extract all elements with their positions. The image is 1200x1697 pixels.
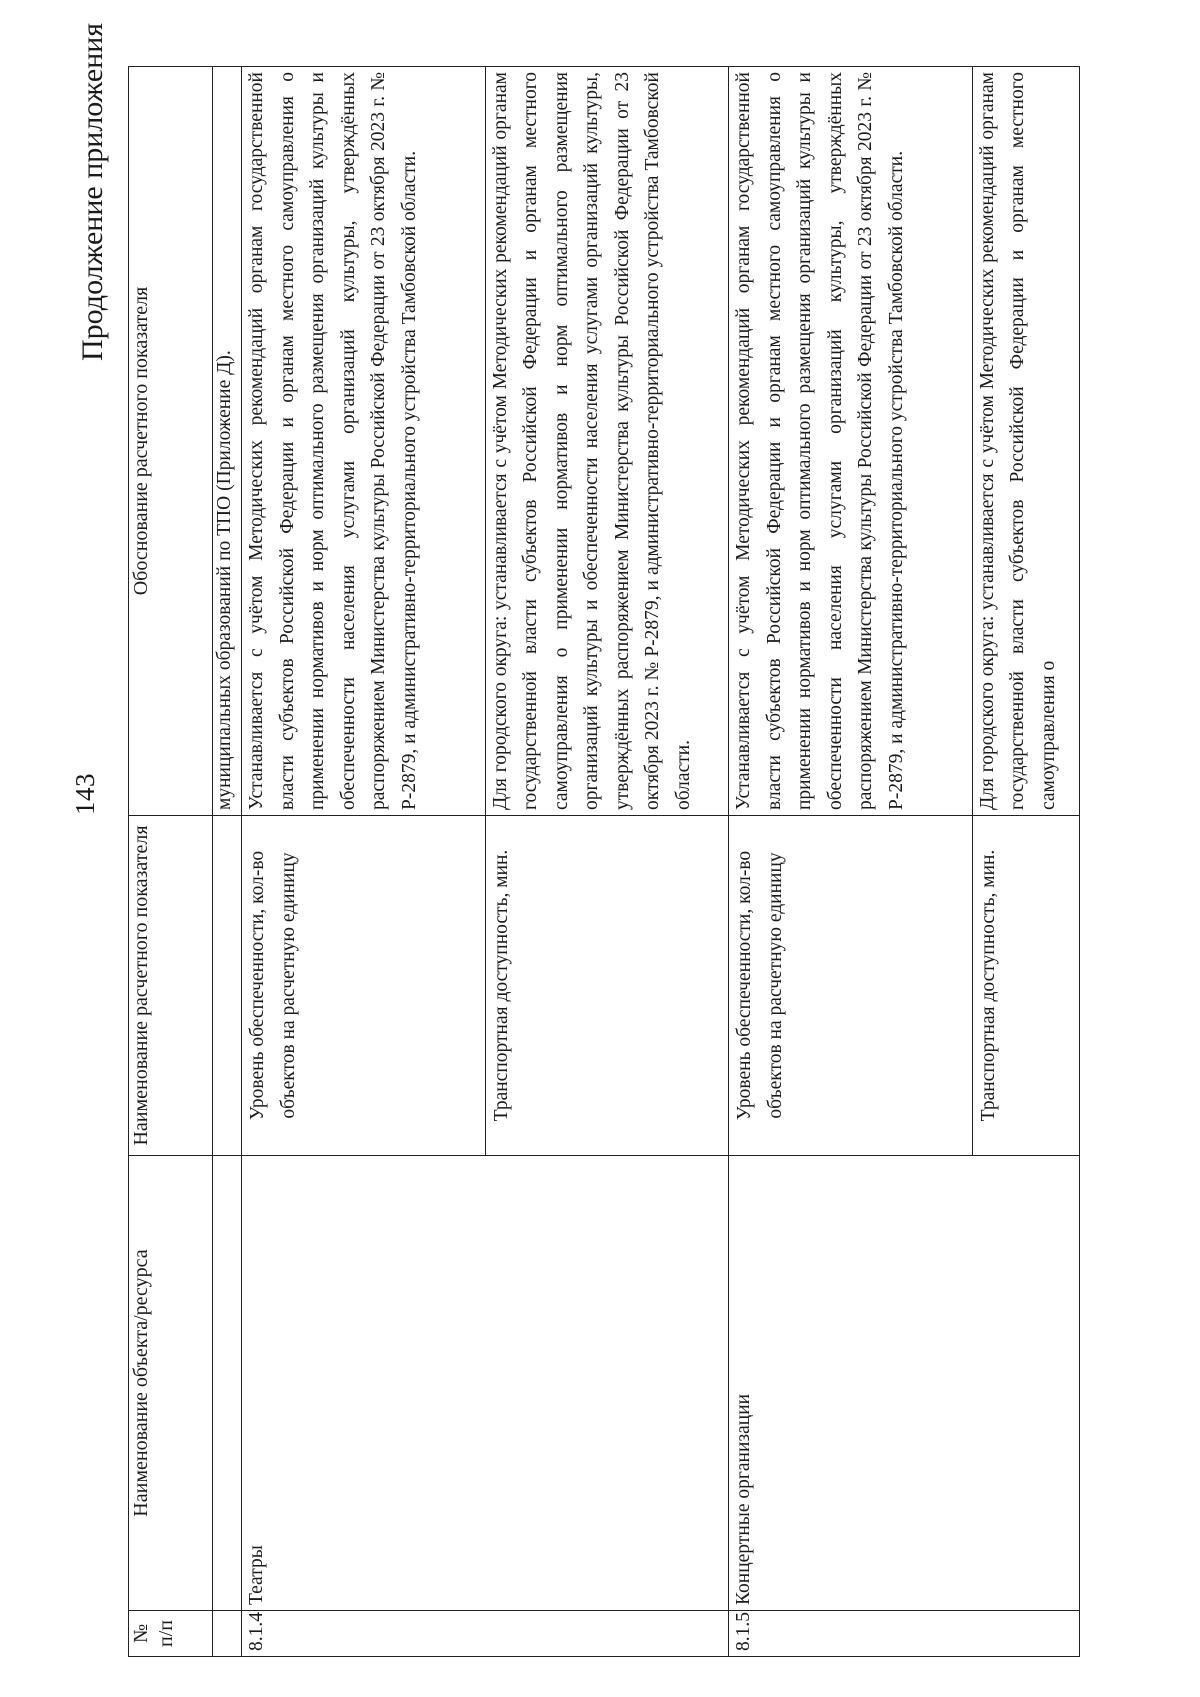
row-number: 8.1.5 <box>729 1611 1080 1657</box>
cell-empty <box>212 816 241 1156</box>
appendix-title: Продолжение приложения <box>76 22 109 361</box>
row-number: 8.1.4 <box>242 1611 729 1657</box>
object-name: Концертные организации <box>729 1156 1080 1611</box>
header-object: Наименование объекта/ресурса <box>129 1156 213 1611</box>
table-header-row <box>129 67 213 1657</box>
header-num: № п/п <box>129 1611 213 1657</box>
page-number: 143 <box>70 773 100 815</box>
table-row <box>242 67 486 1657</box>
justification-text: Устанавливается с учётом Методических рекомендаций органам государственной власти субъектов Российской Федерации и органам местного самоуправления о применении нормативов и норм оптимального размещения организаций культуры и обеспеченности населения услугами организаций культуры, утверждённых распоряжением Министерства культуры Российской Федерации от 23 октября 2023 г. № Р-2879, и административно-территориального устройства Тамбовской области. <box>729 67 973 816</box>
table-row <box>729 67 973 1657</box>
cell-empty <box>212 1611 241 1657</box>
indicator-name: Уровень обеспеченности, кол-во объектов на расчетную единицу <box>242 816 486 1156</box>
continuation-text: муниципальных образований по ТПО (Приложение Д). <box>212 67 241 816</box>
cell-empty <box>212 1156 241 1611</box>
indicators-table <box>128 66 1080 1657</box>
indicator-name: Уровень обеспеченности, кол-во объектов на расчетную единицу <box>729 816 973 1156</box>
indicator-name: Транспортная доступность, мин. <box>972 816 1079 1156</box>
table-row-continuation <box>212 67 241 1657</box>
justification-text: Для городского округа: устанавливается с учётом Методических рекомендаций органам государственной власти субъектов Российской Федерации и органам местного самоуправления о применении нормативов и норм оптимального размещения организаций культуры и обеспеченности населения услугами организаций культуры, утверждённых распоряжением Министерства культуры Российской Федерации от 23 октября 2023 г. № Р-2879, и административно-территориального устройства Тамбовской области. <box>485 67 729 816</box>
header-indicator: Наименование расчетного показателя <box>129 816 213 1156</box>
object-name: Театры <box>242 1156 729 1611</box>
header-justification: Обоснование расчетного показателя <box>129 67 213 816</box>
indicator-name: Транспортная доступность, мин. <box>485 816 729 1156</box>
justification-text: Устанавливается с учётом Методических рекомендаций органам государственной власти субъектов Российской Федерации и органам местного самоуправления о применении нормативов и норм оптимального размещения организаций культуры и обеспеченности населения услугами организаций культуры, утверждённых распоряжением Министерства культуры Российской Федерации от 23 октября 2023 г. № Р-2879, и административно-территориального устройства Тамбовской области. <box>242 67 486 816</box>
justification-text: Для городского округа: устанавливается с учётом Методических рекомендаций органам государственной власти субъектов Российской Федерации и органам местного самоуправления о <box>972 67 1079 816</box>
